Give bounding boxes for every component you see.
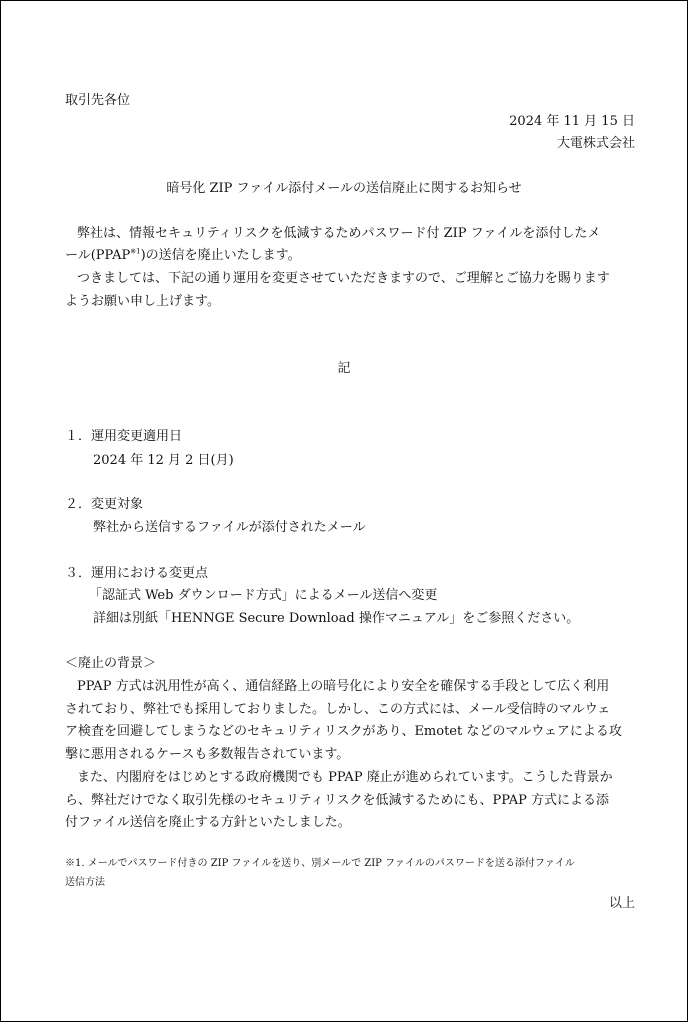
intro-line-2 [65,247,301,265]
item-2-heading: ２．変更対象 [65,497,144,512]
ki-heading: 記 [337,361,351,376]
background-line-7: 付ファイル送信を廃止する方針といたしました。 [65,815,351,830]
intro-line-3: つきましては、下記の通り運用を変更させていただきますので、ご理解とご協力を賜ります [77,271,610,286]
background-line-2: されており、弊社でも採用しておりました。しかし、この方式には、メール受信時のマルウェ [65,702,611,717]
background-line-1: PPAP 方式は汎用性が高く、通信経路上の暗号化により安全を確保する手段として広く利用 [77,679,610,694]
item-1-heading: １．運用変更適用日 [65,429,183,444]
item-3-line-2: 詳細は別紙「HENNGE Secure Download 操作マニュアル」をご参照ください。 [93,611,580,626]
document-title: 暗号化 ZIP ファイル添付メールの送信廃止に関するお知らせ [166,181,522,196]
item-2-line-1: 弊社から送信するファイルが添付されたメール [93,520,366,535]
intro-line-2-suffix: )の送信を廃止いたします。 [140,248,301,263]
closing-word: 以上 [608,896,635,911]
background-line-4: 撃に悪用されるケースも多数報告されています。 [65,747,350,762]
footnote-reference: ※1 [130,247,141,256]
background-line-6: ら、弊社だけでなく取引先様のセキュリティリスクを低減するためにも、PPAP 方式による添 [65,793,610,808]
item-3-line-1: 「認証式 Web ダウンロード方式」によるメール送信へ変更 [89,588,438,603]
intro-line-2-prefix: ール(PPAP [65,248,131,263]
intro-line-4: ようお願い申し上げます。 [65,294,220,309]
background-line-5: また、内閣府をはじめとする政府機関でも PPAP 廃止が進められています。こうした背景か [77,770,613,785]
item-3-heading: ３．運用における変更点 [65,566,209,581]
intro-line-1: 弊社は、情報セキュリティリスクを低減するためパスワード付 ZIP ファイルを添付したメ [77,226,601,241]
footnote-line-1: ※1. メールでパスワード付きの ZIP ファイルを送り、別メールで ZIP ファイルのパスワードを送る添付ファイル [65,858,575,869]
background-heading: ＜廃止の背景＞ [65,656,157,671]
document-date: 2024 年 11 月 15 日 [509,114,635,129]
footnote-line-2: 送信方法 [65,877,105,888]
background-line-3: ア検査を回避してしまうなどのセキュリティリスクがあり、Emotet などのマルウェアによる攻 [65,724,622,739]
item-1-line-1: 2024 年 12 月 2 日(月) [93,453,234,468]
recipient-line: 取引先各位 [65,93,131,108]
sender-company: 大電株式会社 [556,136,635,151]
